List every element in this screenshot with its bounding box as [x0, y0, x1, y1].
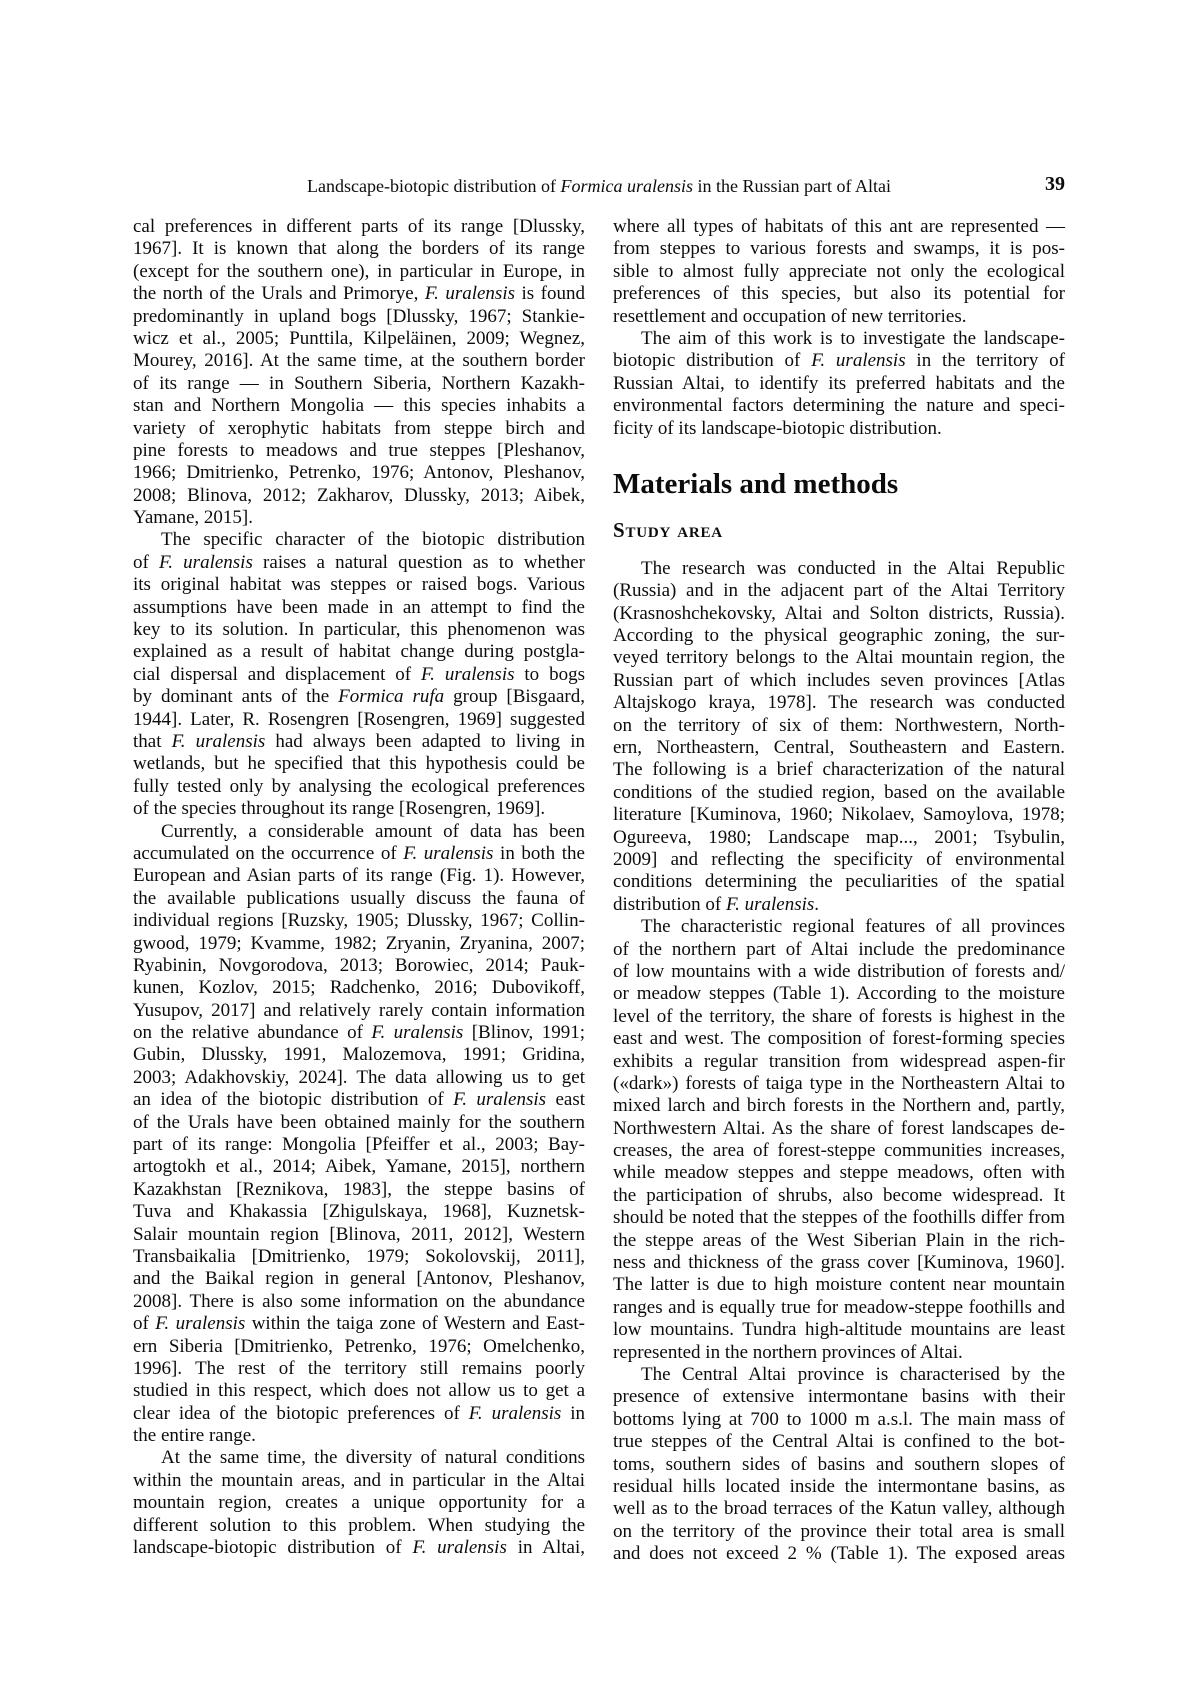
text-line: 1996]. The rest of the territory still remains poorly [133, 1357, 585, 1379]
text-line: clear idea of the biotopic preferences of F. uralensis in [133, 1402, 585, 1424]
text-line: The characteristic regional features of all provinces [641, 916, 1065, 938]
paragraph [613, 1364, 1065, 1566]
text-line: explained as a result of habitat change during postgla- [133, 641, 585, 663]
text-line: veyed territory belongs to the Altai mountain region, the [613, 647, 1065, 669]
text-line: kunen, Kozlov, 2015; Radchenko, 2016; Dubovikoff, [133, 977, 585, 999]
text-line: cial dispersal and displacement of F. uralensis to bogs [133, 663, 585, 685]
text-line: of F. uralensis raises a natural question as to whether [133, 551, 585, 573]
text-line: Russian Altai, to identify its preferred habitats and the [613, 372, 1065, 394]
text-line: fully tested only by analysing the ecological preferences [133, 775, 585, 797]
text-line: or meadow steppes (Table 1). According to the moisture [613, 983, 1065, 1005]
text-line: ficity of its landscape-biotopic distribution. [613, 417, 942, 439]
text-line: (except for the southern one), in particular in Europe, in [133, 260, 585, 282]
text-line: within the mountain areas, and in particular in the Altai [133, 1469, 585, 1491]
text-line: Tuva and Khakassia [Zhigulskaya, 1968], Kuznetsk- [133, 1201, 585, 1223]
text-line: predominantly in upland bogs [Dlussky, 1967; Stankie- [133, 305, 585, 327]
text-line: on the territory of the province their total area is small [613, 1520, 1065, 1542]
text-line: low mountains. Tundra high-altitude mountains are least [613, 1319, 1065, 1341]
text-line: The Central Altai province is characterised by the [641, 1363, 1065, 1385]
text-line: environmental factors determining the nature and speci- [613, 395, 1065, 417]
text-line: Transbaikalia [Dmitrienko, 1979; Sokolovskij, 2011], [133, 1245, 585, 1267]
text-line: biotopic distribution of F. uralensis in the territory of [613, 350, 1065, 372]
text-line: studied in this respect, which does not allow us to get a [133, 1380, 585, 1402]
text-line: Mourey, 2016]. At the same time, at the southern border [133, 350, 585, 372]
text-line: mountain region, creates a unique opportunity for a [133, 1492, 585, 1514]
text-line: exhibits a regular transition from widespread aspen-fir [613, 1050, 1065, 1072]
text-line: The following is a brief characterization of the natural [613, 759, 1065, 781]
text-line: the north of the Urals and Primorye, F. uralensis is found [133, 283, 585, 305]
text-line: ern Siberia [Dmitrienko, Petrenko, 1976; Omelchenko, [133, 1335, 585, 1357]
running-title: Landscape-biotopic distribution of Formica uralensis in the Russian part of Altai [307, 176, 891, 196]
text-line: 2003; Adakhovskiy, 2024]. The data allowing us to get [133, 1066, 585, 1088]
text-line: of the species throughout its range [Rosengren, 1969]. [133, 798, 546, 820]
text-line: Salair mountain region [Blinova, 2011, 2012], Western [133, 1223, 585, 1245]
text-line: assumptions have been made in an attempt to find the [133, 596, 585, 618]
text-line: Ogureeva, 1980; Landscape map..., 2001; Tsybulin, [613, 826, 1065, 848]
text-line: of the Urals have been obtained mainly for the southern [133, 1111, 585, 1133]
text-line: the entire range. [133, 1425, 256, 1447]
text-line: Gubin, Dlussky, 1991, Malozemova, 1991; Gridina, [133, 1044, 585, 1066]
text-line: true steppes of the Central Altai is confined to the bot- [613, 1431, 1065, 1453]
text-line: ern, Northeastern, Central, Southeastern and Eastern. [613, 737, 1065, 759]
text-line: The specific character of the biotopic distribution [161, 529, 585, 551]
text-line: of the northern part of Altai include the predominance [613, 938, 1065, 960]
paragraph [613, 216, 1065, 328]
text-line: (Russia) and in the adjacent part of the Altai Territory [613, 580, 1065, 602]
text-line: where all types of habitats of this ant are represented — [613, 216, 1065, 237]
text-line: The research was conducted in the Altai Republic [641, 557, 1065, 579]
text-line: east and west. The composition of forest-forming species [613, 1028, 1065, 1050]
text-line: presence of extensive intermontane basins with their [613, 1386, 1065, 1408]
text-line: literature [Kuminova, 1960; Nikolaev, Samoylova, 1978; [613, 804, 1065, 826]
text-line: gwood, 1979; Kvamme, 1982; Zryanin, Zryanina, 2007; [133, 932, 585, 954]
text-line: landscape-biotopic distribution of F. uralensis in Altai, [133, 1537, 585, 1559]
text-line: Yamane, 2015]. [133, 507, 253, 529]
text-line: According to the physical geographic zoning, the sur- [613, 625, 1065, 647]
text-line: toms, southern sides of basins and southern slopes of [613, 1453, 1065, 1475]
text-line: distribution of F. uralensis. [613, 893, 820, 915]
text-line: European and Asian parts of its range (Fig. 1). However, [133, 865, 585, 887]
text-line: on the relative abundance of F. uralensis [Blinov, 1991; [133, 1022, 585, 1044]
text-line: Altajskogo kraya, 1978]. The research was conducted [613, 692, 1065, 714]
text-line: At the same time, the diversity of natural conditions [161, 1447, 585, 1469]
text-line: wicz et al., 2005; Punttila, Kilpeläinen, 2009; Wegnez, [133, 327, 585, 349]
text-line: 1967]. It is known that along the borders of its range [133, 238, 585, 260]
text-line: represented in the northern provinces of Altai. [613, 1341, 963, 1363]
text-line: sible to almost fully appreciate not only the ecological [613, 260, 1065, 282]
paragraph [133, 821, 585, 1448]
text-line: pine forests to meadows and true steppes [Pleshanov, [133, 439, 585, 461]
text-line: The latter is due to high moisture content near mountain [613, 1274, 1065, 1296]
text-line: The aim of this work is to investigate the landscape- [641, 327, 1065, 349]
text-line: wetlands, but he specified that this hypothesis could be [133, 753, 585, 775]
text-line: accumulated on the occurrence of F. uralensis in both the [133, 842, 585, 864]
paragraph [613, 328, 1065, 440]
text-line: 1966; Dmitrienko, Petrenko, 1976; Antonov, Pleshanov, [133, 462, 585, 484]
text-line: conditions of the studied region, based on the available [613, 781, 1065, 803]
text-line: while meadow steppes and steppe meadows, often with [613, 1162, 1065, 1184]
text-line: residual hills located inside the intermontane basins, as [613, 1475, 1065, 1497]
text-line: (Krasnoshchekovsky, Altai and Solton districts, Russia). [613, 602, 1065, 624]
text-line: 2009] and reflecting the specificity of environmental [613, 848, 1065, 870]
text-line: («dark») forests of taiga type in the Northeastern Altai to [613, 1072, 1065, 1094]
text-line: preferences of this species, but also its potential for [613, 283, 1065, 305]
paragraph [133, 216, 585, 529]
text-line: Yusupov, 2017] and relatively rarely contain information [133, 999, 585, 1021]
text-line: and does not exceed 2 % (Table 1). The exposed areas [613, 1543, 1065, 1565]
text-line: Northwestern Altai. As the share of forest landscapes de- [613, 1117, 1065, 1139]
paragraph [133, 529, 585, 820]
text-line: Kazakhstan [Reznikova, 1983], the steppe basins of [133, 1178, 585, 1200]
text-line: well as to the broad terraces of the Katun valley, although [613, 1498, 1065, 1520]
subsection-heading: Study area [613, 517, 723, 542]
text-line: Russian part of which includes seven provinces [Atlas [613, 669, 1065, 691]
text-line: 2008]. There is also some information on the abundance [133, 1290, 585, 1312]
text-line: part of its range: Mongolia [Pfeiffer et al., 2003; Bay- [133, 1134, 585, 1156]
paragraph [133, 1447, 585, 1559]
text-line: of F. uralensis within the taiga zone of Western and East- [133, 1313, 585, 1335]
page-number: 39 [1045, 173, 1065, 195]
text-line: of low mountains with a wide distribution of forests and/ [613, 960, 1065, 982]
text-line: conditions determining the peculiarities of the spatial [613, 871, 1065, 893]
paragraph [613, 558, 1065, 916]
text-line: 2008; Blinova, 2012; Zakharov, Dlussky, 2013; Aibek, [133, 484, 585, 506]
text-line: the steppe areas of the West Siberian Plain in the rich- [613, 1229, 1065, 1251]
text-line: by dominant ants of the Formica rufa group [Bisgaard, [133, 686, 585, 708]
text-line: ness and thickness of the grass cover [Kuminova, 1960]. [613, 1252, 1065, 1274]
text-line: of its range — in Southern Siberia, Northern Kazakh- [133, 372, 585, 394]
text-line: Ryabinin, Novgorodova, 2013; Borowiec, 2014; Pauk- [133, 954, 585, 976]
right-column [613, 216, 1065, 1565]
section-heading: Materials and methods [613, 467, 899, 500]
left-column [133, 216, 585, 1565]
text-line: Currently, a considerable amount of data has been [161, 820, 585, 842]
text-line: 1944]. Later, R. Rosengren [Rosengren, 1969] suggested [133, 708, 585, 730]
text-line: on the territory of six of them: Northwestern, North- [613, 714, 1065, 736]
text-line: its original habitat was steppes or raised bogs. Various [133, 574, 585, 596]
text-line: resettlement and occupation of new territories. [613, 305, 967, 327]
text-line: creases, the area of forest-steppe communities increases, [613, 1140, 1065, 1162]
text-line: the participation of shrubs, also become widespread. It [613, 1184, 1065, 1206]
text-line: artogtokh et al., 2014; Aibek, Yamane, 2015], northern [133, 1156, 585, 1178]
text-line: cal preferences in different parts of its range [Dlussky, [133, 216, 585, 237]
text-line: from steppes to various forests and swamps, it is pos- [613, 238, 1065, 260]
text-line: different solution to this problem. When studying the [133, 1514, 585, 1536]
text-line: stan and Northern Mongolia — this species inhabits a [133, 395, 585, 417]
text-line: variety of xerophytic habitats from steppe birch and [133, 417, 585, 439]
text-line: should be noted that the steppes of the foothills differ from [613, 1207, 1065, 1229]
text-line: key to its solution. In particular, this phenomenon was [133, 619, 585, 641]
text-columns [133, 216, 1065, 1565]
text-line: ranges and is equally true for meadow-steppe foothills and [613, 1296, 1065, 1318]
text-line: and the Baikal region in general [Antonov, Pleshanov, [133, 1268, 585, 1290]
text-line: bottoms lying at 700 to 1000 m a.s.l. The main mass of [613, 1408, 1065, 1430]
text-line: that F. uralensis had always been adapted to living in [133, 730, 585, 752]
text-line: the available publications usually discuss the fauna of [133, 887, 585, 909]
text-line: level of the territory, the share of forests is highest in the [613, 1005, 1065, 1027]
text-line: mixed larch and birch forests in the Northern and, partly, [613, 1095, 1065, 1117]
text-line: individual regions [Ruzsky, 1905; Dlussky, 1967; Collin- [133, 910, 585, 932]
text-line: an idea of the biotopic distribution of F. uralensis east [133, 1089, 585, 1111]
running-header [133, 174, 1065, 198]
paragraph [613, 916, 1065, 1364]
